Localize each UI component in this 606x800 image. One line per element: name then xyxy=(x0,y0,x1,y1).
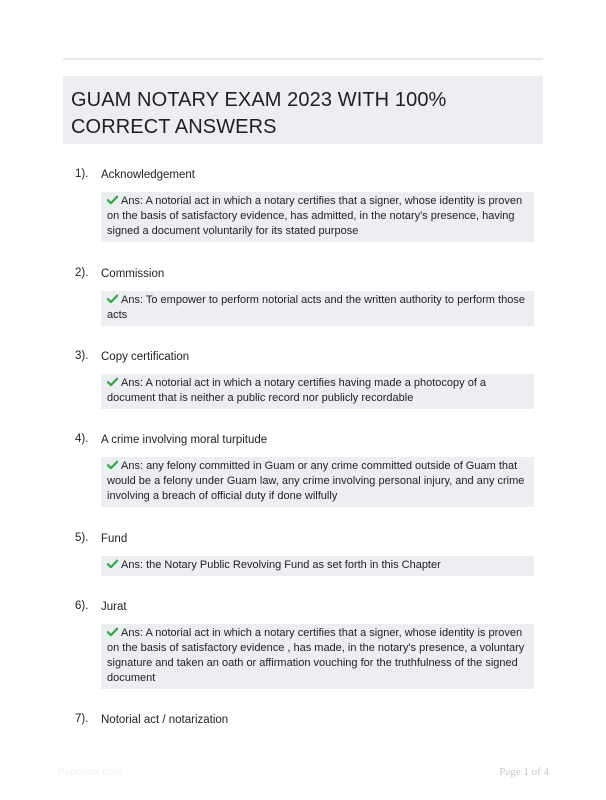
question-number: 6). xyxy=(75,600,89,612)
question-text: Fund xyxy=(101,533,128,545)
question-number: 7). xyxy=(75,713,89,725)
answer-box xyxy=(101,556,534,576)
qa-item-7 xyxy=(63,711,543,731)
page-number: Page 1 of 4 xyxy=(499,766,549,778)
question-number: 5). xyxy=(75,532,89,544)
answer-box xyxy=(101,291,534,326)
checkmark-icon xyxy=(107,627,118,637)
page-title: GUAM NOTARY EXAM 2023 WITH 100% CORRECT ANSWERS xyxy=(71,89,447,138)
answer-box xyxy=(101,374,534,409)
question-text: Notorial act / notarization xyxy=(101,714,229,726)
answer-box xyxy=(101,624,534,689)
question-number: 3). xyxy=(75,350,89,362)
answer-text: Ans: A notorial act in which a notary certifies that a signer, whose identity is proven on the basis of satisfactory evidence, has admitted, in the notary's presence, having signed a document voluntarily for its stated purpose xyxy=(107,195,523,237)
answer-box xyxy=(101,192,534,242)
qa-item-2 xyxy=(63,265,543,326)
checkmark-icon xyxy=(107,294,118,304)
top-divider xyxy=(63,58,543,60)
checkmark-icon xyxy=(107,460,118,470)
question-text: A crime involving moral turpitude xyxy=(101,434,268,446)
question-number: 4). xyxy=(75,433,89,445)
checkmark-icon xyxy=(107,195,118,205)
qa-item-5 xyxy=(63,530,543,576)
answer-text: Ans: To empower to perform notorial acts and the written authority to perform those acts xyxy=(107,294,525,321)
answer-text: Ans: the Notary Public Revolving Fund as set forth in this Chapter xyxy=(121,559,441,571)
question-text: Commission xyxy=(101,268,165,280)
footer-watermark: Paperlibs.com xyxy=(58,767,122,778)
answer-box xyxy=(101,457,534,507)
checkmark-icon xyxy=(107,559,118,569)
qa-item-4 xyxy=(63,431,543,507)
qa-item-3 xyxy=(63,348,543,409)
question-number: 1). xyxy=(75,168,89,180)
question-text: Acknowledgement xyxy=(101,169,195,181)
answer-text: Ans: any felony committed in Guam or any crime committed outside of Guam that would be a felony under Guam law, any crime involving personal injury, and any crime involving a breach of official duty if done wilfully xyxy=(107,460,525,502)
qa-item-6 xyxy=(63,598,543,689)
question-text: Copy certification xyxy=(101,351,190,363)
answer-text: Ans: A notorial act in which a notary certifies having made a photocopy of a document that is neither a public record nor publicly recordable xyxy=(107,377,487,404)
checkmark-icon xyxy=(107,377,118,387)
question-number: 2). xyxy=(75,267,89,279)
answer-text: Ans: A notorial act in which a notary certifies that a signer, whose identity is proven on the basis of satisfactory evidence , has made, in the notary's presence, a voluntary signature and taken an oath or affirmation vouching for the truthfulness of the signed document xyxy=(107,627,525,684)
qa-item-1 xyxy=(63,166,543,242)
question-text: Jurat xyxy=(101,601,127,613)
title-banner xyxy=(63,76,543,144)
